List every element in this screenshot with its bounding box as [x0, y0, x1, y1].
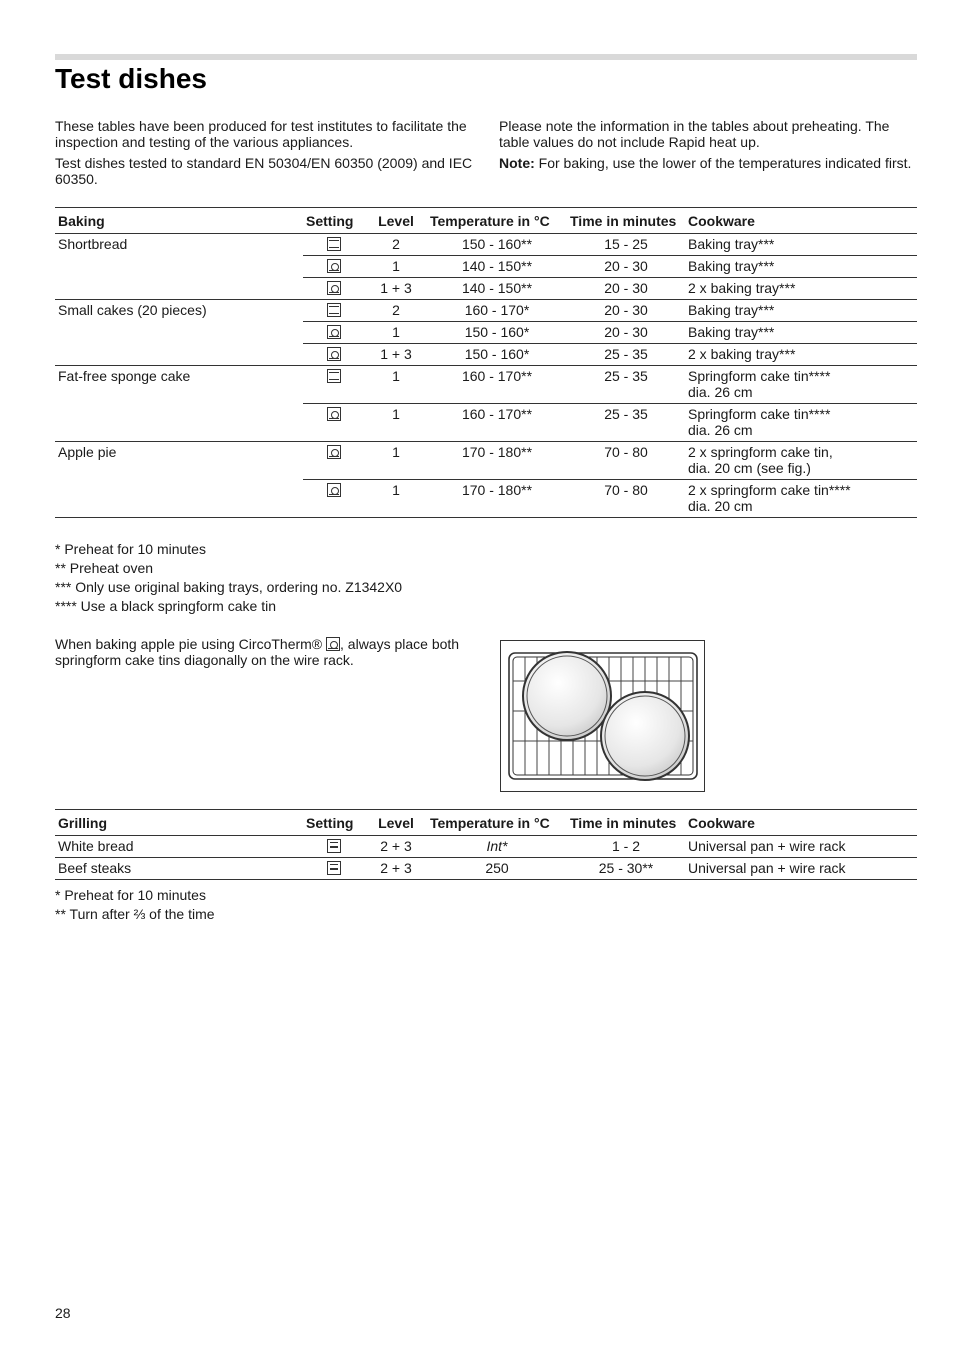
- time-cell: 20 - 30: [567, 300, 685, 322]
- table-row: [55, 404, 917, 442]
- top-bottom-heat-icon: [327, 237, 341, 251]
- table-row: [55, 480, 917, 518]
- cookware-line-1: Springform cake tin****: [688, 368, 831, 384]
- temperature-cell: 250: [427, 858, 567, 880]
- time-cell: 70 - 80: [567, 442, 685, 480]
- grilling-table: [55, 809, 917, 880]
- table-row: [55, 234, 917, 256]
- circotherm-icon: [327, 407, 341, 421]
- circotherm-icon: [327, 483, 341, 497]
- footnote: * Preheat for 10 minutes: [55, 887, 206, 903]
- cookware-cell: Baking tray***: [685, 300, 917, 322]
- time-cell: 70 - 80: [567, 480, 685, 518]
- intro-right: [499, 118, 919, 176]
- cookware-cell: [685, 366, 917, 404]
- col-header-setting: Setting: [303, 810, 365, 836]
- level-cell: 2 + 3: [365, 858, 427, 880]
- rack-drawing: [501, 641, 704, 791]
- dish-cell: Small cakes (20 pieces): [58, 302, 207, 318]
- table-row: [55, 278, 917, 300]
- dish-cell: [55, 256, 303, 278]
- level-cell: 1: [365, 404, 427, 442]
- temperature-cell: 160 - 170**: [427, 404, 567, 442]
- cookware-line-1: 2 x springform cake tin****: [688, 482, 851, 498]
- baking-table: [55, 207, 917, 518]
- temperature-cell: 140 - 150**: [427, 278, 567, 300]
- cookware-line-2: dia. 20 cm: [688, 498, 753, 514]
- intro-paragraph-3: Please note the information in the tables about preheating. The table values do not include Rapid heat up.: [499, 118, 890, 150]
- temperature-cell: 170 - 180**: [427, 442, 567, 480]
- dish-cell: [55, 480, 303, 518]
- table-row: [55, 344, 917, 366]
- temperature-cell: Int*: [427, 836, 567, 858]
- level-cell: 1: [365, 256, 427, 278]
- cookware-line-1: Springform cake tin****: [688, 406, 831, 422]
- table-row: [55, 836, 917, 858]
- circotherm-icon: [327, 281, 341, 295]
- dish-cell: [55, 278, 303, 300]
- col-header-time: Time in minutes: [567, 208, 685, 234]
- circotherm-icon: [327, 445, 341, 459]
- table-row: [55, 366, 917, 404]
- col-header-baking: Baking: [55, 208, 303, 234]
- cookware-line-1: 2 x springform cake tin,: [688, 444, 833, 460]
- level-cell: 2: [365, 300, 427, 322]
- apple-note-text-1: When baking apple pie using CircoTherm®: [55, 636, 327, 652]
- col-header-level: Level: [365, 810, 427, 836]
- level-cell: 1: [365, 480, 427, 518]
- time-cell: 15 - 25: [567, 234, 685, 256]
- level-cell: 1: [365, 366, 427, 404]
- cookware-cell: Universal pan + wire rack: [685, 836, 917, 858]
- circotherm-icon: [326, 637, 340, 651]
- col-header-cookware: Cookware: [685, 208, 917, 234]
- dish-cell: White bread: [55, 836, 303, 858]
- dish-cell: [55, 344, 303, 366]
- cookware-cell: 2 x baking tray***: [685, 278, 917, 300]
- cookware-cell: Universal pan + wire rack: [685, 858, 917, 880]
- time-cell: 20 - 30: [567, 256, 685, 278]
- col-header-temperature: Temperature in °C: [427, 810, 567, 836]
- table-row: [55, 300, 917, 322]
- time-cell: 25 - 35: [567, 344, 685, 366]
- level-cell: 1 + 3: [365, 344, 427, 366]
- note-label: Note:: [499, 155, 535, 171]
- temperature-cell: 140 - 150**: [427, 256, 567, 278]
- full-surface-grill-icon: [327, 861, 341, 875]
- footnote: * Preheat for 10 minutes: [55, 541, 206, 557]
- table-row: [55, 322, 917, 344]
- footnote: ** Turn after ⅔ of the time: [55, 906, 215, 922]
- temperature-cell: 150 - 160**: [427, 234, 567, 256]
- col-header-setting: Setting: [303, 208, 365, 234]
- circotherm-icon: [327, 325, 341, 339]
- footnote: ** Preheat oven: [55, 560, 154, 576]
- cookware-cell: Baking tray***: [685, 322, 917, 344]
- level-cell: 2 + 3: [365, 836, 427, 858]
- cookware-line-2: dia. 26 cm: [688, 422, 753, 438]
- table-row: [55, 256, 917, 278]
- level-cell: 1 + 3: [365, 278, 427, 300]
- cookware-line-2: dia. 20 cm (see fig.): [688, 460, 811, 476]
- apple-note-text-2: , always place both springform cake tins diagonally on the wire rack.: [55, 636, 460, 668]
- col-header-temperature: Temperature in °C: [427, 208, 567, 234]
- table-header-row: [55, 208, 917, 234]
- time-cell: 25 - 35: [567, 404, 685, 442]
- grilling-footnotes: [55, 886, 555, 924]
- intro-paragraph-1: These tables have been produced for test institutes to facilitate the inspection and testing of the various appliances.: [55, 118, 467, 150]
- time-cell: 20 - 30: [567, 322, 685, 344]
- time-cell: 25 - 35: [567, 366, 685, 404]
- dish-cell: [55, 404, 303, 442]
- col-header-level: Level: [365, 208, 427, 234]
- cookware-cell: [685, 480, 917, 518]
- dish-cell: Fat-free sponge cake: [58, 368, 191, 384]
- circotherm-icon: [327, 347, 341, 361]
- dish-cell: Apple pie: [58, 444, 117, 460]
- time-cell: 20 - 30: [567, 278, 685, 300]
- top-bottom-heat-icon: [327, 303, 341, 317]
- cookware-cell: 2 x baking tray***: [685, 344, 917, 366]
- note-text: For baking, use the lower of the temperatures indicated first.: [534, 155, 912, 171]
- level-cell: 1: [365, 442, 427, 480]
- top-rule: [55, 54, 917, 60]
- col-header-grilling: Grilling: [55, 810, 303, 836]
- intro-note: [499, 155, 919, 171]
- temperature-cell: 160 - 170**: [427, 366, 567, 404]
- cookware-line-2: dia. 26 cm: [688, 384, 753, 400]
- table-header-row: [55, 810, 917, 836]
- circotherm-icon: [327, 259, 341, 273]
- intro-left: [55, 118, 475, 192]
- baking-footnotes: [55, 540, 555, 616]
- page-number: 28: [55, 1305, 71, 1321]
- apple-pie-note: [55, 636, 475, 668]
- level-cell: 2: [365, 234, 427, 256]
- col-header-cookware: Cookware: [685, 810, 917, 836]
- time-cell: 1 - 2: [567, 836, 685, 858]
- page-title: Test dishes: [55, 63, 207, 94]
- cookware-cell: Baking tray***: [685, 256, 917, 278]
- wire-rack-illustration: [500, 640, 705, 792]
- dish-cell: Beef steaks: [55, 858, 303, 880]
- level-cell: 1: [365, 322, 427, 344]
- top-bottom-heat-icon: [327, 369, 341, 383]
- temperature-cell: 160 - 170*: [427, 300, 567, 322]
- col-header-time: Time in minutes: [567, 810, 685, 836]
- table-row: [55, 858, 917, 880]
- footnote: **** Use a black springform cake tin: [55, 598, 276, 614]
- intro-paragraph-2: Test dishes tested to standard EN 50304/EN 60350 (2009) and IEC 60350.: [55, 155, 473, 187]
- footnote: *** Only use original baking trays, ordering no. Z1342X0: [55, 579, 403, 595]
- cookware-cell: [685, 404, 917, 442]
- temperature-cell: 170 - 180**: [427, 480, 567, 518]
- temperature-cell: 150 - 160*: [427, 322, 567, 344]
- cookware-cell: [685, 442, 917, 480]
- dish-cell: Shortbread: [58, 236, 128, 252]
- time-cell: 25 - 30**: [567, 858, 685, 880]
- cookware-cell: Baking tray***: [685, 234, 917, 256]
- temperature-cell: 150 - 160*: [427, 344, 567, 366]
- dish-cell: [55, 322, 303, 344]
- full-surface-grill-icon: [327, 839, 341, 853]
- table-row: [55, 442, 917, 480]
